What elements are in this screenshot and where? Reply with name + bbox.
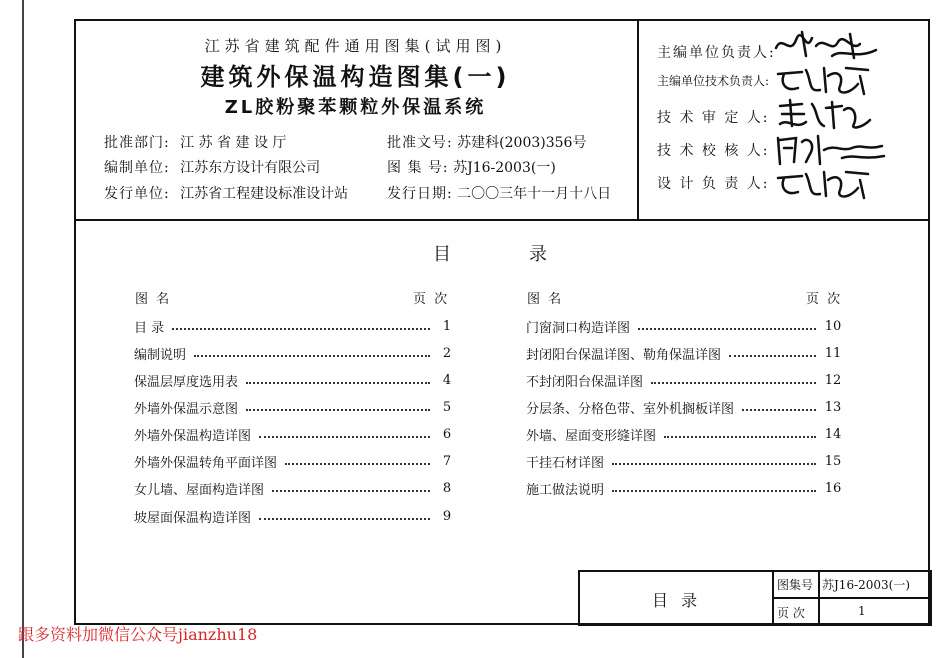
- tech-check-label: 技 术 校 核 人:: [657, 143, 770, 159]
- signature-design-lead-icon: [772, 166, 882, 204]
- right-col-name-header: 图 名: [527, 292, 564, 307]
- toc-entry: 保温层厚度选用表 4: [134, 372, 452, 390]
- toc-title-right: 录: [529, 244, 547, 265]
- toc-entry: 外墙、屋面变形缝详图 14: [526, 426, 842, 444]
- title-block-atlas-label: 图集号: [777, 578, 814, 592]
- watermark-text: 跟多资料加微信公众号jianzhu18: [18, 625, 258, 644]
- title-block-page-label: 页 次: [777, 606, 805, 620]
- toc-entry: 分层条、分格色带、室外机搁板详图 13: [526, 399, 842, 417]
- atlas-no-row: [387, 157, 556, 177]
- signature-chief-tech-icon: [772, 62, 882, 100]
- atlas-no-label: 图 集 号:: [387, 160, 449, 176]
- publisher-label: 发行单位:: [104, 186, 170, 202]
- binding-edge-line: [22, 0, 24, 658]
- approval-dept-value: 江 苏 省 建 设 厅: [180, 135, 287, 151]
- toc-entry: 外墙外保温示意图 5: [134, 399, 452, 417]
- publisher-value: 江苏省工程建设标准设计站: [180, 186, 349, 202]
- tech-review-label: 技 术 审 定 人:: [657, 110, 770, 126]
- toc-entry: 坡屋面保温构造详图 9: [134, 508, 452, 526]
- title-block-divider: [772, 597, 932, 599]
- approval-no-row: [387, 132, 586, 152]
- compiler-label: 编制单位:: [104, 160, 170, 176]
- left-col-name-header: 图 名: [135, 292, 172, 307]
- chief-tech-label: 主编单位技术负责人:: [657, 74, 770, 88]
- header-divider-horizontal: [74, 219, 930, 221]
- signature-tech-check-icon: [772, 130, 890, 170]
- right-col-page-header: 页 次: [806, 292, 843, 307]
- header-divider-vertical: [637, 19, 639, 220]
- toc-entry: 施工做法说明 16: [526, 480, 842, 498]
- compiler-value: 江苏东方设计有限公司: [180, 160, 321, 176]
- title-block-atlas-value: 苏J16-2003(一): [822, 578, 911, 592]
- approval-no-label: 批准文号:: [387, 135, 453, 151]
- toc-entry: 目 录 1: [134, 318, 452, 336]
- signature-tech-review-icon: [772, 96, 882, 134]
- title-block-sheet-title: 目 录: [652, 591, 702, 610]
- toc-entry: 不封闭阳台保温详图 12: [526, 372, 842, 390]
- toc-title-left: 目: [433, 244, 451, 265]
- toc-entry: 女儿墙、屋面构造详图 8: [134, 480, 452, 498]
- issue-date-row: [387, 183, 611, 203]
- toc-entry: 外墙外保温转角平面详图 7: [134, 453, 452, 471]
- left-col-page-header: 页 次: [413, 292, 450, 307]
- approval-no-value: 苏建科(2003)356号: [457, 135, 587, 151]
- page-subtitle: ZL胶粉聚苯颗粒外保温系统: [224, 97, 487, 118]
- toc-entry: 封闭阳台保温详图、勒角保温详图 11: [526, 345, 842, 363]
- series-title: 江苏省建筑配件通用图集(试用图): [204, 37, 507, 55]
- title-block-page-value: 1: [858, 604, 866, 618]
- publisher-row: [104, 183, 348, 203]
- issue-date-label: 发行日期:: [387, 186, 453, 202]
- toc-entry: 门窗洞口构造详图 10: [526, 318, 842, 336]
- approval-dept-label: 批准部门:: [104, 135, 170, 151]
- approval-dept-row: [104, 132, 286, 152]
- compiler-row: [104, 157, 320, 177]
- signature-chief-unit-icon: [772, 26, 882, 66]
- atlas-no-value: 苏J16-2003(一): [453, 160, 556, 176]
- chief-unit-label: 主编单位负责人:: [657, 45, 776, 61]
- design-lead-label: 设 计 负 责 人:: [657, 176, 770, 192]
- issue-date-value: 二〇〇三年十一月十八日: [457, 186, 612, 202]
- toc-entry: 外墙外保温构造详图 6: [134, 426, 452, 444]
- page-title: 建筑外保温构造图集(一): [200, 63, 511, 91]
- toc-entry: 干挂石材详图 15: [526, 453, 842, 471]
- toc-entry: 编制说明 2: [134, 345, 452, 363]
